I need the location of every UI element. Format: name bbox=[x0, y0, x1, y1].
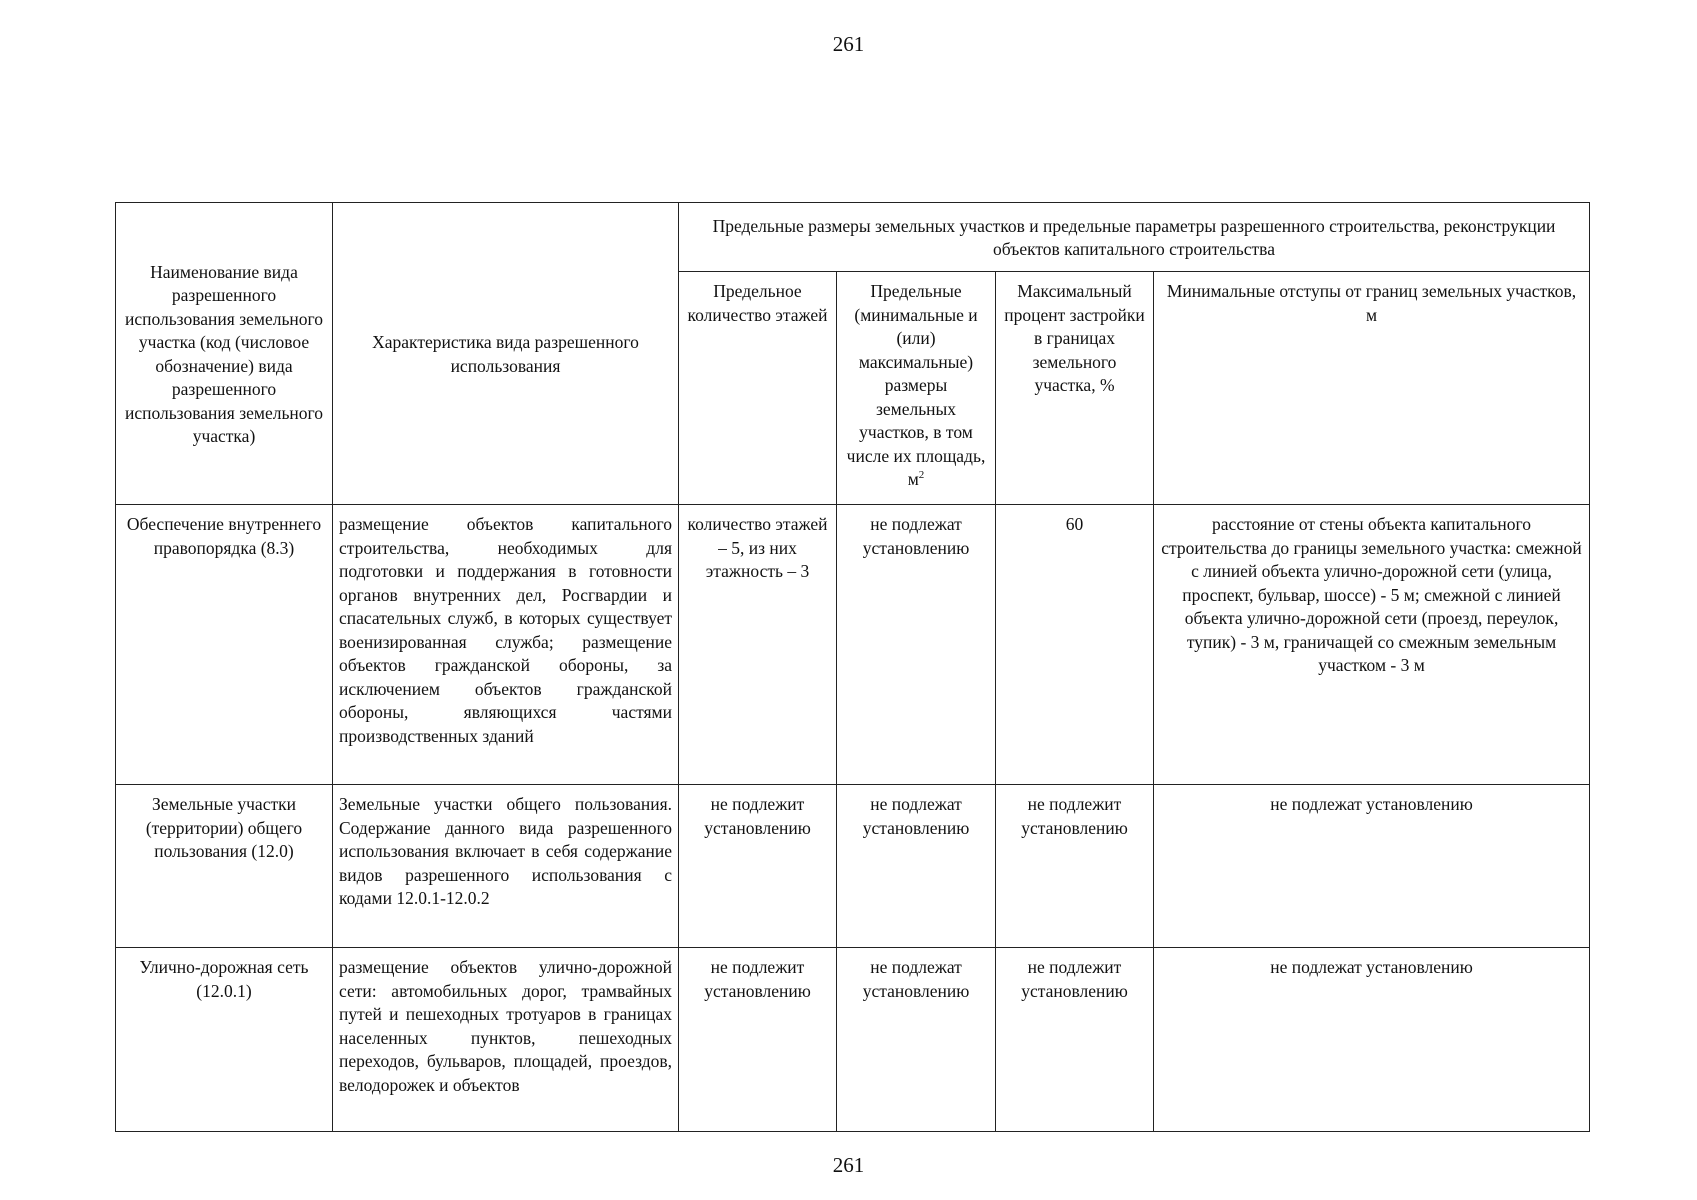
cell-use-description: Земельные участки общего пользования. Содержание данного вида разрешенного использования включает в себя содержание видов разрешенного использования с кодами 12.0.1-12.0.2 bbox=[333, 785, 679, 948]
cell-plot-sizes: не подлежат установлению bbox=[837, 505, 996, 785]
cell-use-description: размещение объектов капитального строительства, необходимых для подготовки и поддержания в готовности органов внутренних дел, Росгвардии и спасательных служб, в которых существует военизированная служба; размещение объектов гражданской обороны, за исключением объектов гражданской обороны, являющихся частями производственных зданий bbox=[333, 505, 679, 785]
cell-setbacks: расстояние от стены объекта капитального строительства до границы земельного участка: смежной с линией объекта улично-дорожной сети (улица, проспект, бульвар, шоссе) - 5 м; смежной с линией объекта улично-дорожной сети (проезд, переулок, тупик) - 3 м, граничащей со смежным земельным участком - 3 м bbox=[1154, 505, 1590, 785]
cell-building-percent: не подлежит установлению bbox=[996, 948, 1154, 1132]
cell-plot-sizes: не подлежат установлению bbox=[837, 785, 996, 948]
cell-floors: не подлежит установлению bbox=[679, 785, 837, 948]
header-limit-parameters-group: Предельные размеры земельных участков и предельные параметры разрешенного строительства, реконструкции объектов капитального строительства bbox=[679, 203, 1590, 272]
header-max-floors: Предельное количество этажей bbox=[679, 272, 837, 505]
table-row bbox=[116, 505, 1590, 785]
header-use-description: Характеристика вида разрешенного использования bbox=[333, 203, 679, 505]
table-row bbox=[116, 785, 1590, 948]
header-row-1 bbox=[116, 203, 1590, 272]
cell-setbacks: не подлежат установлению bbox=[1154, 785, 1590, 948]
table-row bbox=[116, 948, 1590, 1132]
cell-use-name: Земельные участки (территории) общего пользования (12.0) bbox=[116, 785, 333, 948]
cell-plot-sizes: не подлежат установлению bbox=[837, 948, 996, 1132]
header-max-building-percent: Максимальный процент застройки в границах земельного участка, % bbox=[996, 272, 1154, 505]
cell-use-description: размещение объектов улично-дорожной сети: автомобильных дорог, трамвайных путей и пешеходных тротуаров в границах населенных пунктов, пешеходных переходов, бульваров, площадей, проездов, велодорожек и объектов bbox=[333, 948, 679, 1132]
cell-building-percent: не подлежит установлению bbox=[996, 785, 1154, 948]
cell-floors: количество этажей – 5, из них этажность – 3 bbox=[679, 505, 837, 785]
header-plot-sizes-sup: 2 bbox=[918, 469, 925, 482]
cell-floors: не подлежит установлению bbox=[679, 948, 837, 1132]
header-min-setbacks: Минимальные отступы от границ земельных участков, м bbox=[1154, 272, 1590, 505]
cell-building-percent: 60 bbox=[996, 505, 1154, 785]
cell-use-name: Улично-дорожная сеть (12.0.1) bbox=[116, 948, 333, 1132]
header-plot-sizes-text: Предельные (минимальные и (или) максимальные) размеры земельных участков, в том числе их площадь, м bbox=[846, 281, 986, 489]
page-number-top: 261 bbox=[832, 32, 865, 56]
page-number-bottom: 261 bbox=[832, 1153, 865, 1177]
header-use-type-name: Наименование вида разрешенного использования земельного участка (код (числовое обозначение) вида разрешенного использования земельного участка) bbox=[116, 203, 333, 505]
cell-use-name: Обеспечение внутреннего правопорядка (8.3) bbox=[116, 505, 333, 785]
land-use-regulations-table bbox=[115, 202, 1590, 1132]
header-plot-sizes bbox=[837, 272, 996, 505]
cell-setbacks: не подлежат установлению bbox=[1154, 948, 1590, 1132]
